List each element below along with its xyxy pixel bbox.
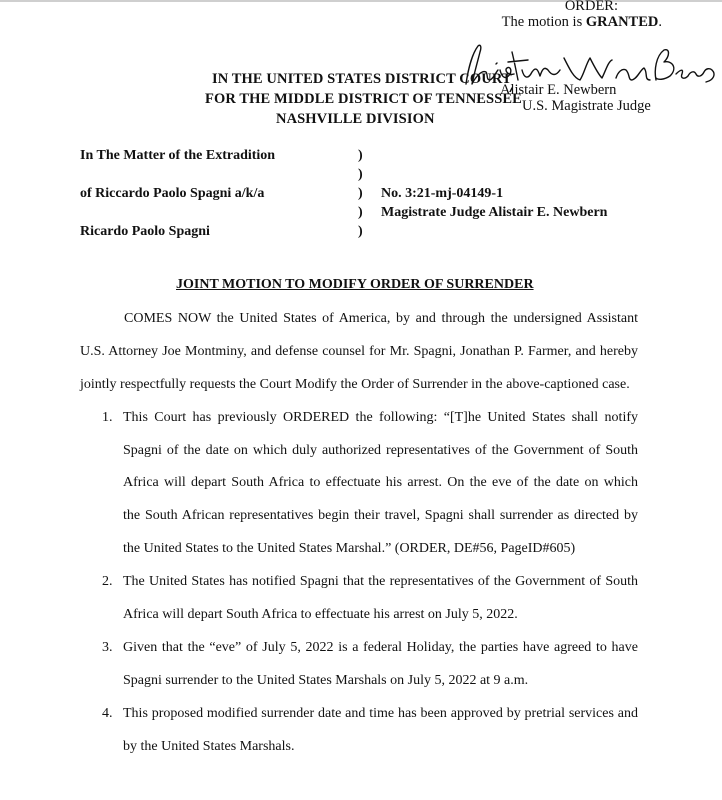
item-number: 4. [102, 706, 113, 721]
order-stamp-signer-title: U.S. Magistrate Judge [522, 98, 651, 114]
motion-title: JOINT MOTION TO MODIFY ORDER OF SURRENDER [176, 277, 534, 292]
assigned-judge: Magistrate Judge Alistair E. Newbern [381, 205, 608, 220]
item-line: Africa will depart South Africa to effectuate his arrest on July 5, 2022. [123, 607, 518, 622]
caption-paren: ) [358, 205, 363, 220]
item-line: the United States to the United States Marshal.” (ORDER, DE#56, PageID#605) [123, 541, 576, 556]
intro-line: jointly respectfully requests the Court Modify the Order of Surrender in the above-captioned case. [80, 377, 630, 392]
intro-line: COMES NOW the United States of America, by and through the undersigned Assistant [124, 311, 638, 326]
item-line: Spagni of the date on which duly authorized representatives of the Government of South [123, 443, 638, 458]
item-line: The United States has notified Spagni that the representatives of the Government of South [123, 574, 638, 589]
caption-paren: ) [358, 167, 363, 182]
court-name-line-2: FOR THE MIDDLE DISTRICT OF TENNESSEE [205, 91, 522, 107]
case-number: No. 3:21-mj-04149-1 [381, 186, 504, 201]
item-line: Spagni surrender to the United States Marshals on July 5, 2022 at 9 a.m. [123, 673, 529, 688]
item-number: 3. [102, 640, 113, 655]
caption-party-line-1: In The Matter of the Extradition [80, 148, 276, 163]
caption-party-line-2: of Riccardo Paolo Spagni a/k/a [80, 186, 265, 201]
order-stamp-motion: The motion is [501, 14, 586, 30]
court-name-line-1: IN THE UNITED STATES DISTRICT COURT [212, 71, 512, 87]
item-line: the South African representatives begin their travel, Spagni shall surrender as directed by [123, 508, 638, 523]
order-stamp-end: . [658, 14, 662, 30]
item-number: 1. [102, 410, 113, 425]
item-line: by the United States Marshals. [123, 739, 295, 754]
intro-line: U.S. Attorney Joe Montminy, and defense counsel for Mr. Spagni, Jonathan P. Farmer, and hereby [80, 344, 638, 359]
item-line: Africa will depart South Africa to effectuate his arrest. On the eve of the date on which [123, 475, 638, 490]
caption-party-line-3: Ricardo Paolo Spagni [80, 224, 210, 239]
item-line: This proposed modified surrender date and time has been approved by pretrial services and [123, 706, 638, 721]
court-division: NASHVILLE DIVISION [276, 111, 435, 127]
caption-paren: ) [358, 148, 363, 163]
order-stamp-signer: Alistair E. Newbern [500, 82, 617, 98]
order-stamp-status: GRANTED [585, 14, 659, 30]
order-stamp-label: ORDER: [564, 0, 618, 14]
caption-paren: ) [358, 186, 363, 201]
caption-paren: ) [358, 224, 363, 239]
item-line: This Court has previously ORDERED the following: “[T]he United States shall notify [123, 410, 638, 425]
item-number: 2. [102, 574, 113, 589]
item-line: Given that the “eve” of July 5, 2022 is a federal Holiday, the parties have agreed to have [123, 640, 638, 655]
order-stamp-text [0, 14, 662, 31]
